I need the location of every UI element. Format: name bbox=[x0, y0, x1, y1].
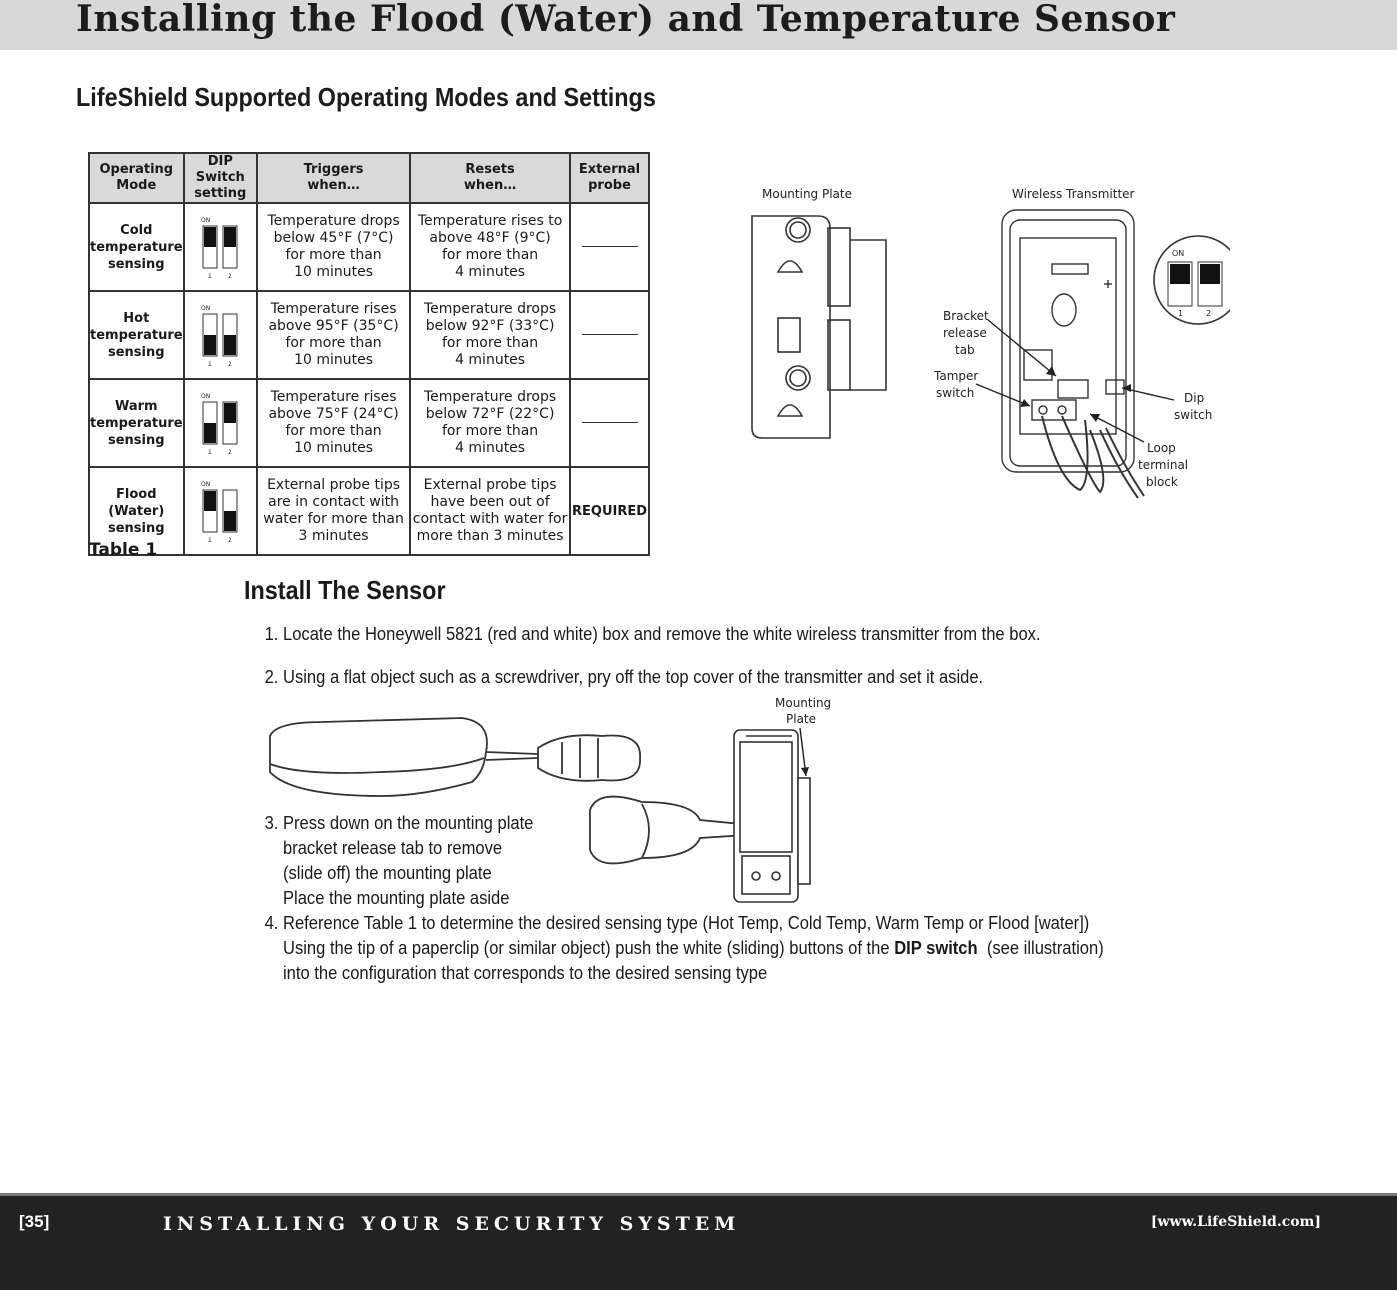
svg-text:2: 2 bbox=[228, 273, 233, 280]
dip-switch-icon bbox=[195, 388, 245, 458]
svg-text:switch: switch bbox=[1174, 408, 1213, 422]
triggers-cell: Temperature rises above 75°F (24°C) for more than 10 minutes bbox=[257, 379, 410, 467]
svg-text:release: release bbox=[943, 326, 987, 340]
external-probe-cell bbox=[570, 467, 649, 555]
operating-modes-table bbox=[88, 152, 650, 556]
footer-bar bbox=[0, 1193, 1397, 1290]
dip-switch-knob bbox=[204, 491, 216, 511]
dip-switch-icon bbox=[195, 300, 245, 370]
svg-text:ON: ON bbox=[201, 481, 211, 488]
svg-text:ON: ON bbox=[201, 393, 211, 400]
dip-switch-emphasis: DIP switch bbox=[894, 938, 978, 958]
svg-text:switch: switch bbox=[936, 386, 975, 400]
mounting-plate-label-bottom: Mounting bbox=[775, 696, 832, 710]
svg-text:2: 2 bbox=[1206, 309, 1212, 318]
probe-required-label: REQUIRED bbox=[572, 503, 648, 519]
svg-text:tab: tab bbox=[955, 343, 975, 357]
step-2: 2. Using a flat object such as a screwdriver, pry off the top cover of the transmitter and set it aside. bbox=[264, 667, 984, 687]
dip-switch-knob bbox=[224, 335, 236, 355]
table-row bbox=[89, 379, 649, 467]
svg-text:Plate: Plate bbox=[786, 712, 817, 726]
resets-cell: Temperature drops below 92°F (33°C) for more than 4 minutes bbox=[410, 291, 570, 379]
svg-text:1: 1 bbox=[208, 449, 213, 456]
callout-bracket-release-tab bbox=[943, 309, 989, 357]
table-row bbox=[89, 291, 649, 379]
external-probe-cell bbox=[570, 291, 649, 379]
table-row bbox=[89, 203, 649, 291]
not-required-dash bbox=[582, 246, 638, 247]
svg-text:Loop: Loop bbox=[1147, 441, 1176, 455]
mode-cell: Cold temperature sensing bbox=[89, 203, 184, 291]
dip-switch-cell bbox=[184, 291, 257, 379]
dip-switch-cell bbox=[184, 203, 257, 291]
resets-cell: Temperature rises to above 48°F (9°C) for more than 4 minutes bbox=[410, 203, 570, 291]
mounting-plate-drawing bbox=[752, 216, 886, 438]
svg-text:block: block bbox=[1146, 475, 1178, 489]
svg-text:Bracket: Bracket bbox=[943, 309, 989, 323]
wireless-transmitter-label: Wireless Transmitter bbox=[1012, 187, 1135, 201]
dip-switch-inset bbox=[1154, 236, 1230, 324]
mode-cell: Flood (Water) sensing bbox=[89, 467, 184, 555]
footer-section-title: INSTALLING YOUR SECURITY SYSTEM bbox=[163, 1213, 741, 1235]
external-probe-cell bbox=[570, 379, 649, 467]
resets-cell: Temperature drops below 72°F (22°C) for more than 4 minutes bbox=[410, 379, 570, 467]
not-required-dash bbox=[582, 334, 638, 335]
header-resets: Resets when… bbox=[410, 153, 570, 203]
table-caption: Table 1 bbox=[89, 540, 158, 560]
svg-text:2: 2 bbox=[228, 537, 233, 544]
callout-dip-switch bbox=[1174, 391, 1212, 422]
svg-text:ON: ON bbox=[201, 217, 211, 224]
header-operating-mode: Operating Mode bbox=[89, 153, 184, 203]
external-probe-cell bbox=[570, 203, 649, 291]
svg-text:terminal: terminal bbox=[1138, 458, 1189, 472]
svg-text:ON: ON bbox=[1172, 249, 1185, 258]
svg-text:Tamper: Tamper bbox=[934, 369, 979, 383]
dip-switch-cell bbox=[184, 379, 257, 467]
footer-website: [www.LifeShield.com] bbox=[1150, 1214, 1321, 1230]
svg-text:1: 1 bbox=[1178, 309, 1184, 318]
page-title: Installing the Flood (Water) and Temperature Sensor bbox=[76, 0, 1176, 40]
svg-text:2: 2 bbox=[228, 361, 233, 368]
title-bar bbox=[0, 0, 1397, 50]
dip-switch-icon bbox=[195, 476, 245, 546]
dip-switch-knob bbox=[224, 227, 236, 247]
transmitter-side-view bbox=[734, 730, 810, 902]
svg-text:1: 1 bbox=[208, 273, 213, 280]
callout-loop-terminal-block bbox=[1138, 441, 1188, 489]
section-title: LifeShield Supported Operating Modes and Settings bbox=[76, 82, 656, 112]
header-external-probe: External probe bbox=[570, 153, 649, 203]
transmitter-drawing bbox=[1002, 210, 1134, 472]
mode-cell: Warm temperature sensing bbox=[89, 379, 184, 467]
callout-tamper-switch bbox=[933, 369, 978, 400]
not-required-dash bbox=[582, 422, 638, 423]
loop-wires-drawing bbox=[1042, 416, 1144, 498]
resets-cell: External probe tips have been out of contact with water for more than 3 minutes bbox=[410, 467, 570, 555]
table-row bbox=[89, 467, 649, 555]
transmitter-diagram bbox=[740, 180, 1230, 510]
mounting-plate-label: Mounting Plate bbox=[762, 187, 852, 201]
dip-switch-knob bbox=[224, 511, 236, 531]
dip-switch-knob bbox=[224, 403, 236, 423]
triggers-cell: Temperature drops below 45°F (7°C) for more than 10 minutes bbox=[257, 203, 410, 291]
svg-text:2: 2 bbox=[228, 449, 233, 456]
triggers-cell: Temperature rises above 95°F (35°C) for more than 10 minutes bbox=[257, 291, 410, 379]
svg-text:Dip: Dip bbox=[1184, 391, 1205, 405]
svg-text:1: 1 bbox=[208, 361, 213, 368]
mode-cell: Hot temperature sensing bbox=[89, 291, 184, 379]
dip-switch-knob bbox=[204, 227, 216, 247]
dip-switch-knob bbox=[204, 423, 216, 443]
step-1: 1. Locate the Honeywell 5821 (red and white) box and remove the white wireless transmitter from the box. bbox=[264, 624, 1041, 644]
step-4: 4. Reference Table 1 to determine the desired sensing type (Hot Temp, Cold Temp, Warm Temp or Flood [water]) Using the tip of a paperclip (or similar object) push the white (sliding) buttons of the DIP switch (see illustration) into the configuration that corresponds to the desired sensing type bbox=[264, 913, 1104, 983]
dip-switch-icon bbox=[195, 212, 245, 282]
table-header-row bbox=[89, 153, 649, 203]
install-heading: Install The Sensor bbox=[244, 575, 446, 605]
triggers-cell: External probe tips are in contact with water for more than 3 minutes bbox=[257, 467, 410, 555]
page-number: [35] bbox=[19, 1212, 50, 1231]
step-3: 3. Press down on the mounting plate bracket release tab to remove (slide off) the mounting plate Place the mounting plate aside bbox=[264, 813, 534, 908]
dip-switch-knob bbox=[204, 335, 216, 355]
svg-text:ON: ON bbox=[201, 305, 211, 312]
dip-switch-cell bbox=[184, 467, 257, 555]
header-triggers: Triggers when… bbox=[257, 153, 410, 203]
header-dip-switch: DIP Switch setting bbox=[184, 153, 257, 203]
svg-text:1: 1 bbox=[208, 537, 213, 544]
